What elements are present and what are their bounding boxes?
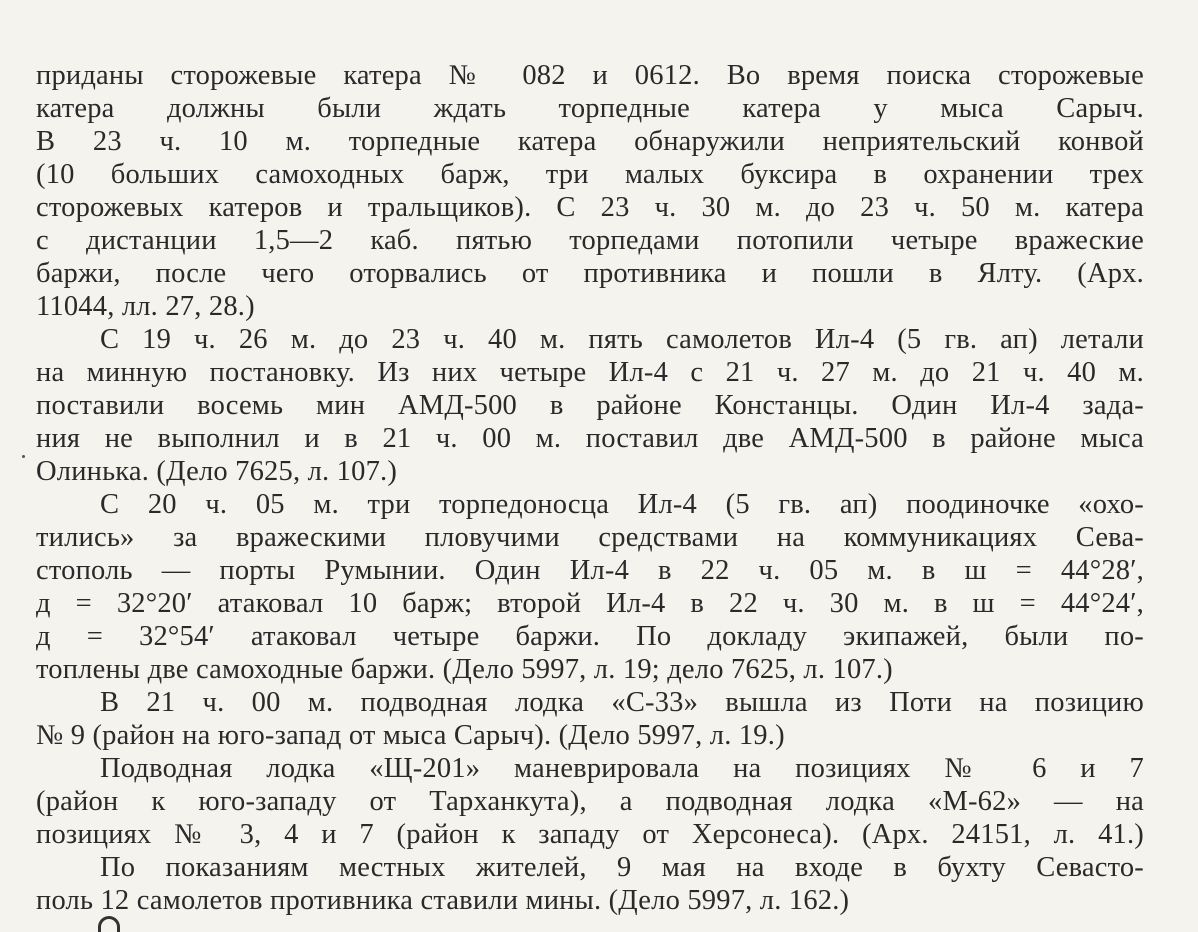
text-line: В 23 ч. 10 м. торпедные катера обнаружили неприятельский конвой: [36, 126, 1144, 157]
text-line: д = 32°54′ атаковал четыре баржи. По докладу экипажей, были по-: [36, 621, 1144, 652]
text-line: поставили восемь мин АМД-500 в районе Констанцы. Один Ил-4 зада-: [36, 390, 1144, 421]
text-line: баржи, после чего оторвались от противника и пошли в Ялту. (Арх.: [36, 258, 1144, 289]
text-line: катера должны были ждать торпедные катера у мыса Сарыч.: [36, 93, 1144, 124]
text-line: приданы сторожевые катера № 082 и 0612. Во время поиска сторожевые: [36, 60, 1144, 91]
text-line: на минную постановку. Из них четыре Ил-4 с 21 ч. 27 м. до 21 ч. 40 м.: [36, 357, 1144, 388]
text-line: поль 12 самолетов противника ставили мины. (Дело 5997, л. 162.): [36, 885, 850, 916]
text-line: (10 больших самоходных барж, три малых буксира в охранении трех: [36, 159, 1144, 190]
text-line: сторожевых катеров и тральщиков). С 23 ч. 30 м. до 23 ч. 50 м. катера: [36, 192, 1144, 223]
cropped-next-line-fragment: [98, 916, 120, 932]
text-line: № 9 (район на юго-запад от мыса Сарыч). (Дело 5997, л. 19.): [36, 720, 785, 751]
text-line: топлены две самоходные баржи. (Дело 5997, л. 19; дело 7625, л. 107.): [36, 654, 893, 685]
text-line: стополь — порты Румынии. Один Ил-4 в 22 ч. 05 м. в ш = 44°28′,: [36, 555, 1144, 586]
text-line: В 21 ч. 00 м. подводная лодка «С-33» вышла из Поти на позицию: [100, 687, 1144, 718]
text-line: с дистанции 1,5—2 каб. пятью торпедами потопили четыре вражеские: [36, 225, 1144, 256]
text-line: 11044, лл. 27, 28.): [36, 291, 255, 322]
text-line: тились» за вражескими пловучими средствами на коммуникациях Сева-: [36, 522, 1144, 553]
text-line: позициях № 3, 4 и 7 (район к западу от Херсонеса). (Арх. 24151, л. 41.): [36, 819, 1144, 850]
text-line: Подводная лодка «Щ-201» маневрировала на позициях № 6 и 7: [100, 753, 1144, 784]
text-line: По показаниям местных жителей, 9 мая на входе в бухту Севасто-: [100, 852, 1144, 883]
text-line: Олинька. (Дело 7625, л. 107.): [36, 456, 398, 487]
scan-speck: [22, 455, 25, 458]
text-line: (район к юго-западу от Тарханкута), а подводная лодка «М-62» — на: [36, 786, 1144, 817]
text-line: С 20 ч. 05 м. три торпедоносца Ил-4 (5 гв. ап) поодиночке «охо-: [100, 489, 1144, 520]
text-line: д = 32°20′ атаковал 10 барж; второй Ил-4 в 22 ч. 30 м. в ш = 44°24′,: [36, 588, 1144, 619]
text-line: ния не выполнил и в 21 ч. 00 м. поставил две АМД-500 в районе мыса: [36, 423, 1144, 454]
text-line: С 19 ч. 26 м. до 23 ч. 40 м. пять самолетов Ил-4 (5 гв. ап) летали: [100, 324, 1144, 355]
